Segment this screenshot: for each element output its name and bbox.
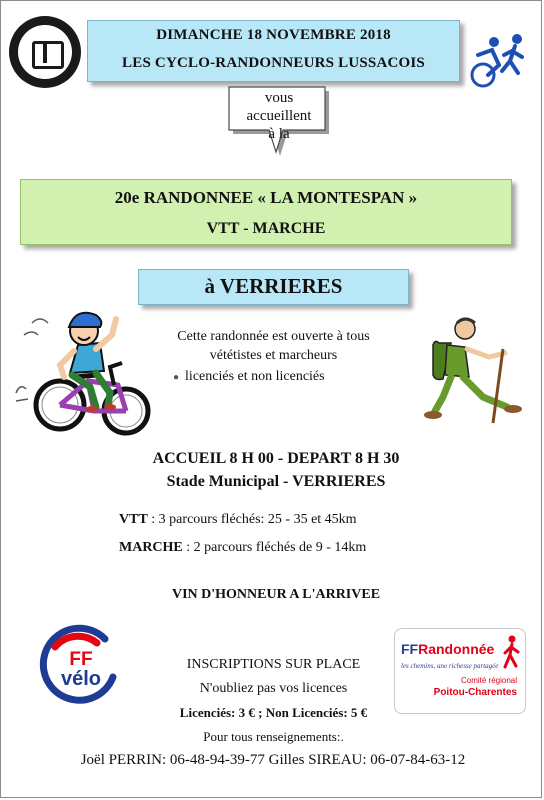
ffrandonnee-region: Poitou-Charentes (433, 687, 517, 698)
ffvelo-top-text: FF (69, 649, 93, 670)
description-line-1: Cette randonnée est ouverte à tous (177, 329, 370, 344)
event-title: 20e RANDONNEE « LA MONTESPAN » (114, 188, 418, 207)
club-logo-inner (18, 25, 72, 79)
route-marche-text: : 2 parcours fléchés de 9 - 14km (182, 540, 367, 555)
bullet-icon: ● (173, 372, 180, 383)
ffrandonnee-ff-text: FF (401, 641, 419, 657)
ffvelo-bottom-text: vélo (60, 668, 102, 690)
description-line-3: licenciés et non licenciés (185, 369, 325, 384)
club-logo (9, 16, 81, 88)
event-banner (20, 179, 512, 245)
registration-line-2: N'oubliez pas vos licences (199, 681, 348, 696)
route-vtt-text: : 3 parcours fléchés: 25 - 35 et 45km (147, 512, 357, 527)
walker-icon (501, 635, 521, 669)
header-club-name: LES CYCLO-RANDONNEURS LUSSACOIS (122, 55, 425, 71)
ffrandonnee-name-text: Randonnée (418, 641, 495, 657)
route-vtt-label: VTT (119, 512, 148, 527)
ffrandonnee-logo (394, 628, 526, 714)
location-banner (138, 269, 409, 305)
welcome-text (233, 89, 325, 143)
route-marche (119, 540, 439, 556)
ffrandonnee-tagline: les chemins, une richesse partagée (401, 662, 499, 670)
location-text: à VERRIERES (204, 274, 343, 298)
cyclist-walker-pictogram-icon (468, 31, 526, 91)
schedule-venue: Stade Municipal - VERRIERES (166, 473, 386, 490)
hiker-illustration (421, 313, 533, 425)
description-item (173, 369, 413, 385)
registration-line-1: INSCRIPTIONS SUR PLACE (186, 657, 361, 672)
description-line-2: vététistes et marcheurs (209, 348, 338, 363)
welcome-line-2: accueillent (246, 108, 312, 124)
ffrandonnee-wordmark (401, 641, 494, 657)
closing-text: VIN D'HONNEUR A L'ARRIVEE (171, 587, 381, 602)
cyclist-illustration (14, 293, 154, 438)
welcome-line-1: vous (264, 90, 294, 106)
ffrandonnee-committee: Comité régional (460, 676, 517, 685)
header-banner (87, 20, 460, 82)
route-vtt (119, 512, 439, 528)
registration-contacts: Joël PERRIN: 06-48-94-39-77 Gilles SIREAU: 06-07-84-63-12 (80, 752, 466, 768)
registration-info: Pour tous renseignements:. (203, 729, 344, 744)
registration-fees: Licenciés: 3 € ; Non Licenciés: 5 € (179, 705, 368, 720)
header-date: DIMANCHE 18 NOVEMBRE 2018 (156, 27, 391, 43)
ffvelo-logo (35, 621, 121, 707)
event-subtitle: VTT - MARCHE (206, 220, 326, 237)
club-logo-mark-icon (32, 41, 64, 69)
route-marche-label: MARCHE (119, 540, 183, 555)
welcome-line-3: à la (268, 126, 290, 142)
schedule-times: ACCUEIL 8 H 00 - DEPART 8 H 30 (152, 450, 400, 467)
